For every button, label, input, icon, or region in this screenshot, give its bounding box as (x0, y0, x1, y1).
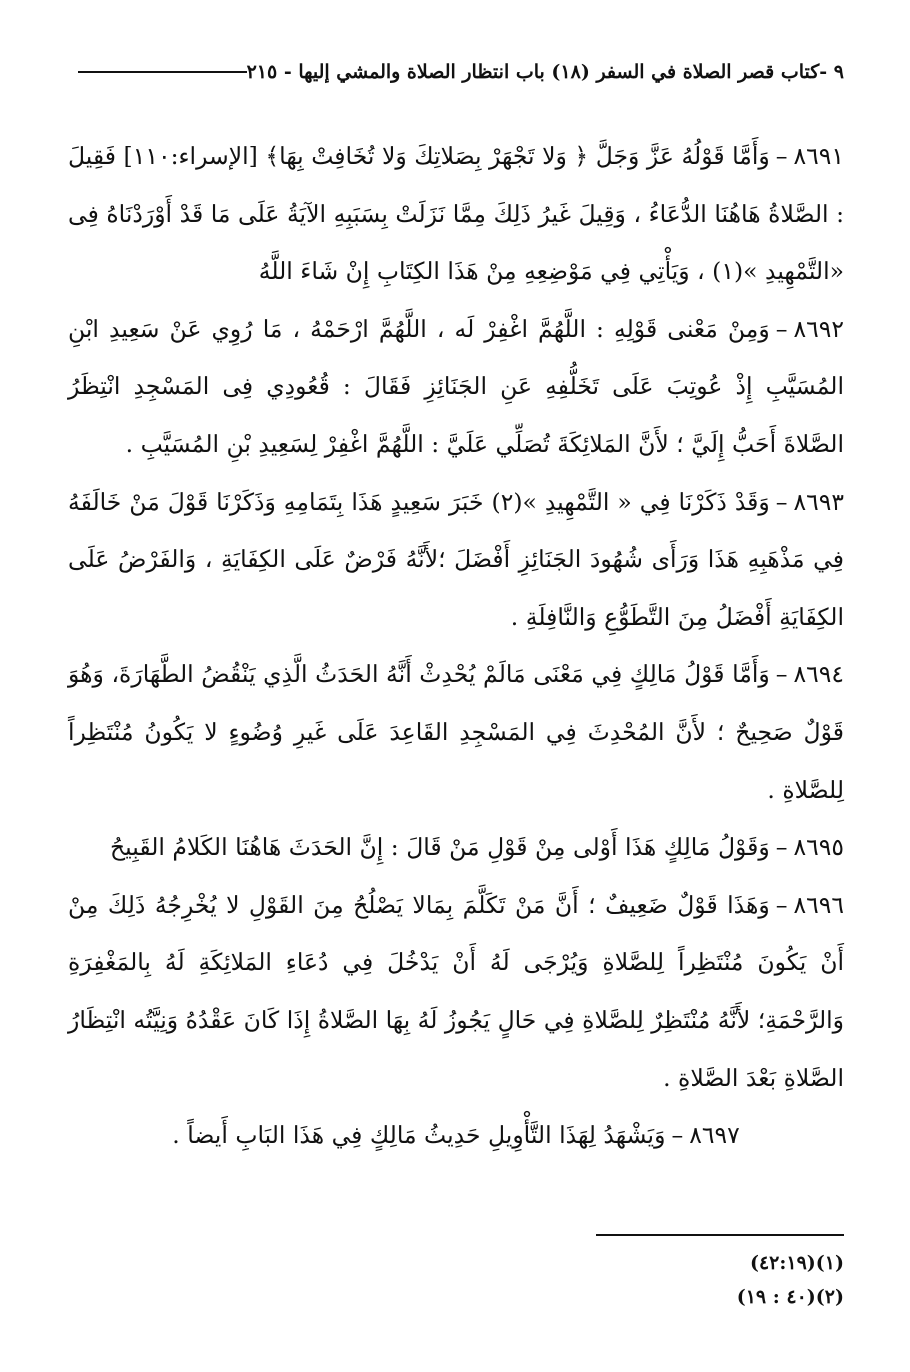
paragraph-8691 (68, 128, 844, 301)
paragraph-number: ٨٦٩٧ (689, 1121, 740, 1150)
paragraph-8695 (68, 819, 844, 877)
paragraph-text: وَيَشْهَدُ لِهَذَا التَّأْوِيلِ حَدِيثُ مَالِكٍ فِي هَذَا البَابِ أَيضاً . (172, 1121, 666, 1150)
header-rule (78, 71, 247, 73)
running-title: ٩ -كتاب قصر الصلاة في السفر (١٨) باب انتظار الصلاة والمشي إليها - ٢١٥ (246, 61, 844, 83)
paragraph-text: وَهَذَا قَوْلٌ ضَعِيفٌ ؛ أَنَّ مَنْ تَكَلَّمَ بِمَالا يَصْلُحُ مِنَ القَوْلِ لا يُخْرِجُهُ ذَلِكَ مِنْ أَنْ يَكُونَ مُنْتَظِراً لِلصَّلاةِ وَيُرْجَى لَهُ أَنْ يَدْخُلَ فِي دُعَاءِ المَلائِكَةِ لَهُ بِالمَغْفِرَةِ وَالرَّحْمَةِ؛ لأَنَّهُ مُنْتَظِرٌ لِلصَّلاةِ فِي حَالٍ يَجُوزُ لَهُ بِهَا الصَّلاةُ إِذَا كَانَ عَقْدُهُ وَنِيَّتُه انْتِظَارُ الصَّلاةِ بَعْدَ الصَّلاةِ . (68, 890, 844, 1092)
number-dash: – (775, 487, 788, 516)
paragraph-8692 (68, 301, 844, 474)
number-dash: – (775, 142, 788, 170)
paragraph-text: وَقَوْلُ مَالِكٍ هَذَا أَوْلى مِنْ قَوْلِ مَنْ قَالَ : إِنَّ الحَدَثَ هَاهُنَا الكَلامُ القَبِيحُ (109, 833, 770, 862)
paragraph-8697 (68, 1107, 844, 1165)
paragraph-number: ٨٦٩١ (793, 142, 844, 170)
paragraph-text: وَقَدْ ذَكَرْنَا فِي « التَّمْهِيدِ »(٢) خَبَرَ سَعِيدٍ هَذَا بِتَمَامِهِ وَذَكَرْنَا قَوْلَ مَنْ خَالَفَهُ فِي مَذْهَبِهِ هَذَا وَرَأَى شُهُودَ الجَنَائِزِ أَفْضَلَ ؛لأَنَّهُ فَرْضٌ عَلَى الكِفَايَةِ ، وَالفَرْضُ عَلَى الكِفَايَةِ أَفْضَلُ مِنَ التَّطَوُّعِ وَالنَّافِلَةِ . (68, 487, 844, 631)
paragraph-number: ٨٦٩٦ (793, 890, 844, 919)
number-dash: – (775, 890, 788, 919)
paragraph-number: ٨٦٩٥ (793, 833, 844, 862)
footnotes (560, 1246, 844, 1314)
main-text (68, 128, 844, 1165)
paragraph-number: ٨٦٩٣ (793, 487, 844, 516)
number-dash: – (775, 833, 788, 862)
paragraph-8694 (68, 646, 844, 819)
page-header (66, 52, 844, 92)
paragraph-text: وَأَمَّا قَوْلُهُ عَزَّ وَجَلَّ ﴿ وَلا تَجْهَرْ بِصَلاتِكَ وَلا تُخَافِتْ بِهَا﴾ [الإسراء:١١٠] فَقِيلَ : الصَّلاةُ هَاهُنَا الدُّعَاءُ ، وَقِيلَ غَيرُ ذَلِكَ مِمَّا نَزَلَتْ بِسَبَبِهِ الآيَةُ عَلَى مَا قَدْ أَوْرَدْنَاهُ فِى «التَّمْهِيدِ »(١) ، وَيَأْتِي فِي مَوْضِعِهِ مِنْ هَذَا الكِتَابِ إِنْ شَاءَ اللَّهُ (68, 142, 844, 286)
number-dash: – (775, 660, 788, 689)
number-dash: – (775, 314, 788, 343)
paragraph-8693 (68, 474, 844, 647)
paragraph-text: وَأَمَّا قَوْلُ مَالِكٍ فِي مَعْنَى مَالَمْ يُحْدِثْ أَنَّهُ الحَدَثُ الَّذِي يَنْقُضُ الطَّهَارَةَ، وَهُوَ قَوْلٌ صَحِيحٌ ؛ لأَنَّ المُحْدِثَ فِي المَسْجِدِ القَاعِدَ عَلَى غَيرِ وُضُوءٍ لا يَكُونُ مُنْتَظِراً لِلصَّلاةِ . (68, 660, 844, 804)
paragraph-number: ٨٦٩٢ (793, 314, 844, 343)
paragraph-number: ٨٦٩٤ (793, 660, 844, 689)
paragraph-text: وَمِنْ مَعْنى قَوْلِهِ : اللَّهُمَّ اغْفِرْ لَه ، اللَّهُمَّ ارْحَمْهُ ، مَا رُوِي عَنْ سَعِيدِ ابْنِ المُسَيَّبِ إِذْ عُوتِبَ عَلَى تَخَلُّفِهِ عَنِ الجَنَائِزِ فَقَالَ : قُعُودِي فِى المَسْجِدِ انْتِظَرُ الصَّلاةَ أَحَبُّ إِلَيَّ ؛ لأَنَّ المَلائِكَةَ تُصَلِّي عَلَيَّ : اللَّهُمَّ اغْفِرْ لِسَعِيدِ بْنِ المُسَيَّبِ . (68, 314, 844, 458)
paragraph-8696 (68, 877, 844, 1107)
footnote-1: (١)(٤٢:١٩) (749, 1252, 844, 1274)
number-dash: – (671, 1121, 684, 1150)
footnote-rule (596, 1234, 844, 1236)
footnote-2: (٢)(٤٠ : ١٩) (736, 1286, 844, 1308)
